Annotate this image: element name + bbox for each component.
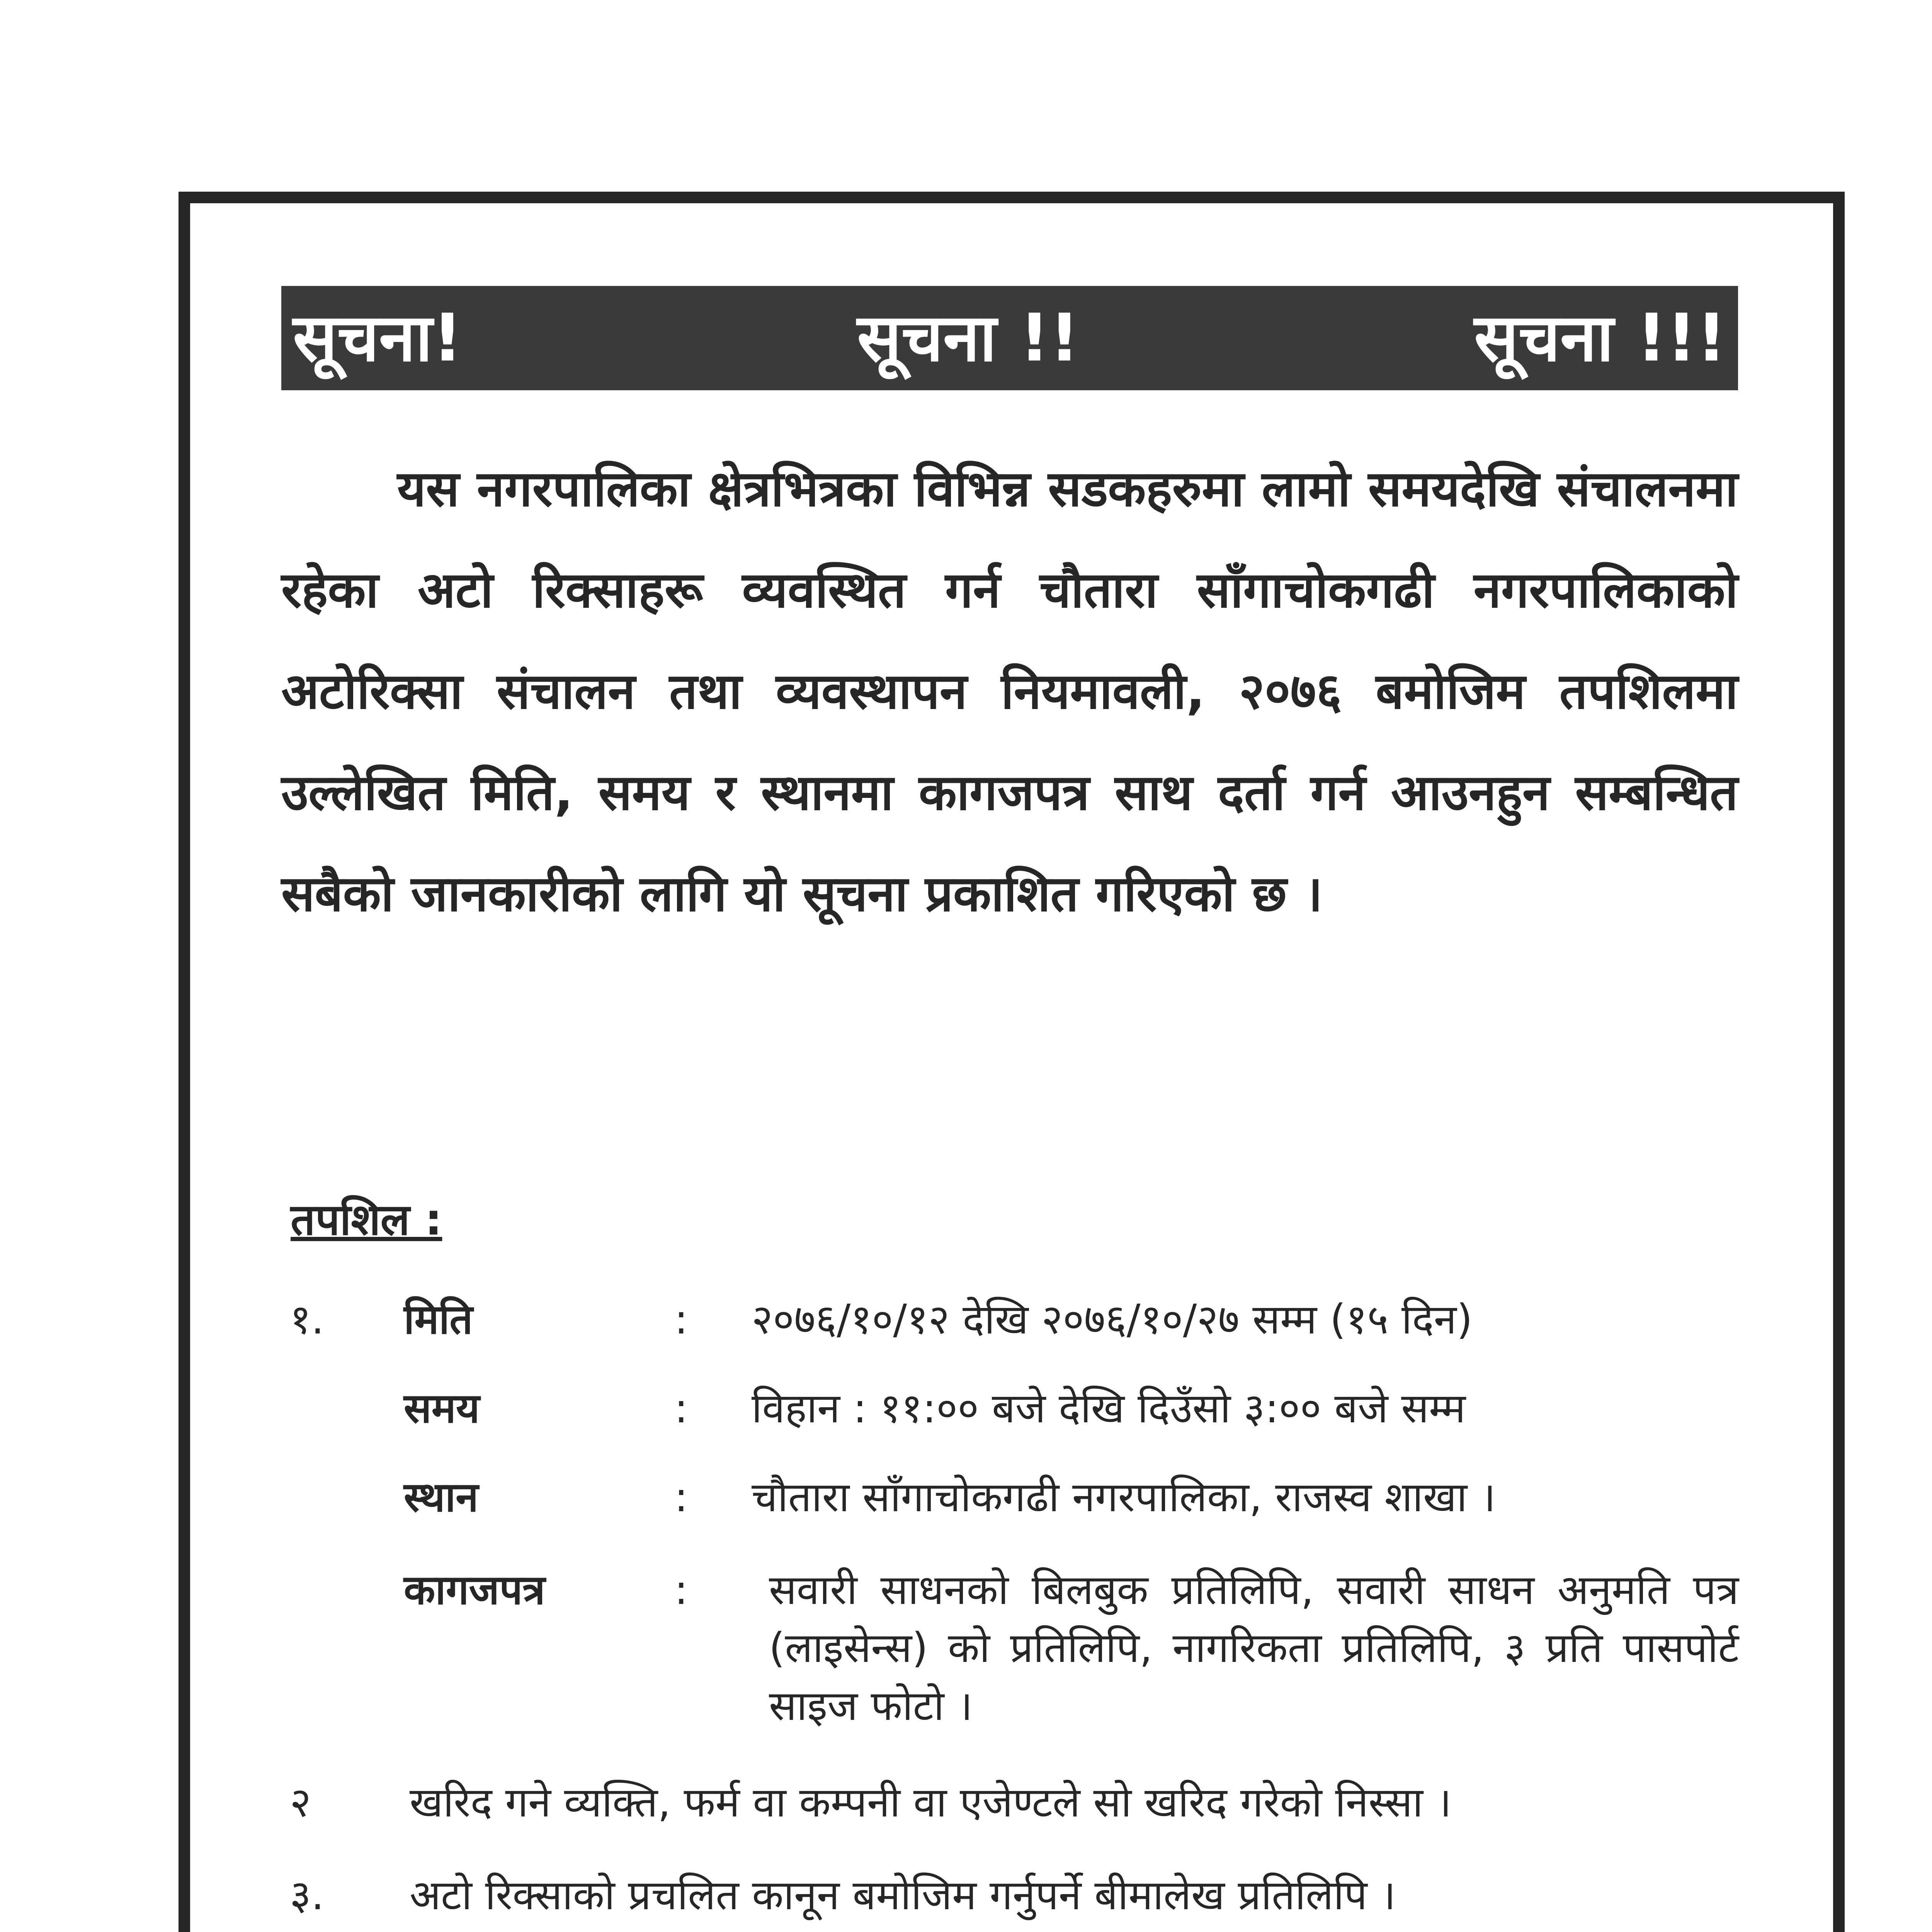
time-colon: : bbox=[674, 1384, 688, 1432]
time-value: विहान : ११:०० बजे देखि दिउँसो ३:०० बजे सम्म bbox=[752, 1384, 1466, 1432]
item-3-number: ३. bbox=[290, 1871, 324, 1919]
place-colon: : bbox=[674, 1473, 688, 1521]
notice-title-3: सूचना !!! bbox=[1474, 300, 1726, 376]
documents-colon: : bbox=[674, 1566, 688, 1614]
schedule-heading: तपशिल : bbox=[291, 1195, 442, 1245]
documents-value: सवारी साधनको बिलबुक प्रतिलिपि, सवारी साधन अनुमति पत्र (लाइसेन्स) को प्रतिलिपि, नागरिकता प्रतिलिपि, ३ प्रति पासपोर्ट साइज फोटो । bbox=[769, 1566, 1739, 1730]
item-2-text: खरिद गने व्यक्ति, फर्म वा कम्पनी वा एजेण्टले सो खरिद गरेको निस्सा । bbox=[410, 1779, 1452, 1826]
place-label: स्थान bbox=[404, 1473, 479, 1521]
time-label: समय bbox=[404, 1384, 480, 1432]
notice-banner bbox=[281, 286, 1738, 390]
notice-title-2: सूचना !! bbox=[857, 300, 1080, 376]
item-3-text: अटो रिक्साको प्रचलित कानून बमोजिम गर्नुपर्ने बीमालेख प्रतिलिपि । bbox=[410, 1871, 1396, 1919]
place-value: चौतारा साँगाचोकगढी नगरपालिका, राजस्व शाखा । bbox=[752, 1473, 1496, 1521]
date-value: २०७६/१०/१२ देखि २०७६/१०/२७ सम्म (१५ दिन) bbox=[752, 1296, 1473, 1343]
notice-title-1: सूचना! bbox=[293, 300, 463, 376]
date-label: मिति bbox=[404, 1296, 473, 1343]
intro-paragraph: यस नगरपालिका क्षेत्रभित्रका विभिन्न सडकहरुमा लामो समयदेखि संचालनमा रहेका अटो रिक्साहरू व्यवस्थित गर्न चौतारा साँगाचोकगढी नगरपालिकाको अटोरिक्सा संचालन तथा व्यवस्थापन नियमावली, २०७६ बमोजिम तपशिलमा उल्लेखित मिति, समय र स्थानमा कागजपत्र साथ दर्ता गर्न आउनहुन सम्बन्धित सबैको जानकारीको लागि यो सूचना प्रकाशित गरिएको छ । bbox=[281, 460, 1738, 923]
item-1-number: १. bbox=[290, 1296, 324, 1343]
documents-label: कागजपत्र bbox=[404, 1566, 545, 1614]
item-2-number: २ bbox=[290, 1779, 311, 1826]
date-colon: : bbox=[674, 1296, 688, 1343]
